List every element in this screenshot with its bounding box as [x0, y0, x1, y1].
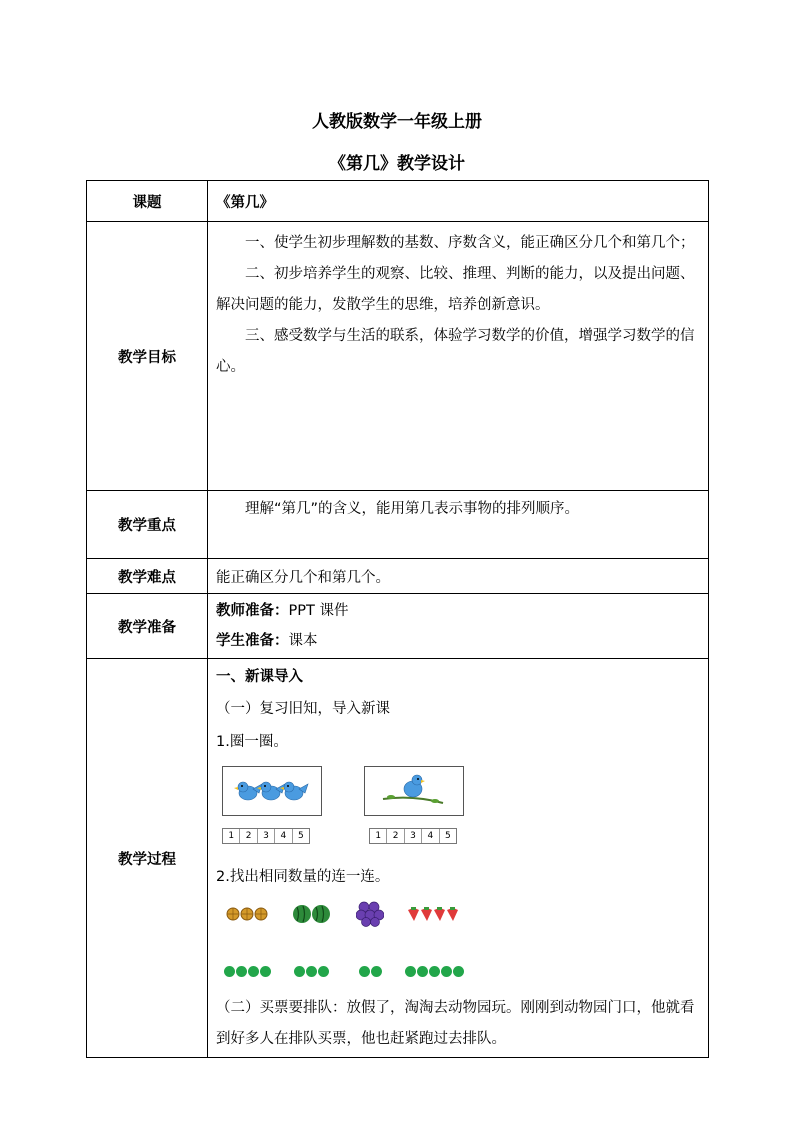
- lesson-plan-table: [86, 180, 709, 1058]
- goal-item: 二、初步培养学生的观察、比较、推理、判断的能力，以及提出问题、解决问题的能力，发散学生的思维，培养创新意识。: [216, 266, 695, 313]
- row-topic: [87, 181, 709, 222]
- dot-group: [359, 966, 382, 977]
- green-dot: [318, 966, 329, 977]
- number-cell: 3: [405, 829, 422, 843]
- document-title: 人教版数学一年级上册: [312, 112, 482, 132]
- green-dot: [371, 966, 382, 977]
- student-prep-label: 学生准备：: [216, 633, 289, 649]
- exercise-2: 2.找出相同数量的连一连。: [216, 869, 390, 885]
- number-cell: 3: [258, 829, 275, 843]
- difficulties-label: 教学难点: [87, 559, 208, 594]
- process-content: [208, 659, 709, 1058]
- number-cell: 2: [387, 829, 404, 843]
- strawberries-icon: [406, 905, 462, 923]
- green-dot: [294, 966, 305, 977]
- number-cell: 5: [297, 831, 304, 841]
- key-points-label: 教学重点: [87, 491, 208, 559]
- row-difficulties: [87, 559, 709, 594]
- difficulties-value: 能正确区分几个和第几个。: [208, 559, 709, 594]
- number-cell: 4: [275, 829, 292, 843]
- topic-label: 课题: [87, 181, 208, 222]
- preparation-content: [208, 594, 709, 659]
- green-dot: [429, 966, 440, 977]
- orange-slices-icon: [226, 905, 270, 923]
- green-dot: [236, 966, 247, 977]
- goal-item: 三、感受数学与生活的联系，体验学习数学的价值，增强学习数学的信心。: [216, 328, 695, 375]
- subsection-heading: （一）复习旧知，导入新课: [216, 701, 390, 717]
- row-key-points: [87, 491, 709, 559]
- preparation-label: 教学准备: [87, 594, 208, 659]
- number-cell: 4: [422, 829, 439, 843]
- subsection-2-text: （二）买票要排队：放假了，淘淘去动物园玩。刚刚到动物园门口，他就看到好多人在排队买票，他也赶紧跑过去排队。: [216, 1000, 695, 1047]
- exercise-1: 1.圈一圈。: [216, 734, 288, 750]
- green-dot: [306, 966, 317, 977]
- number-strip: [222, 828, 310, 844]
- birds-picture-box: [222, 766, 322, 816]
- key-points-content: [208, 491, 709, 559]
- section-heading: 一、新课导入: [216, 669, 303, 685]
- row-goals: [87, 222, 709, 491]
- goals-content: [208, 222, 709, 491]
- green-dot: [453, 966, 464, 977]
- key-points-value: 理解“第几”的含义，能用第几表示事物的排列顺序。: [245, 501, 580, 517]
- dot-group: [405, 966, 464, 977]
- teacher-prep-value: PPT 课件: [288, 603, 349, 619]
- bird-picture-box: [364, 766, 464, 816]
- grapes-icon: [356, 899, 384, 927]
- number-cell: 1: [223, 829, 240, 843]
- green-dot: [405, 966, 416, 977]
- three-birds-icon: [223, 767, 321, 815]
- goal-item: 一、使学生初步理解数的基数、序数含义，能正确区分几个和第几个；: [245, 235, 695, 251]
- watermelons-icon: [292, 903, 332, 925]
- green-dot: [441, 966, 452, 977]
- green-dot: [260, 966, 271, 977]
- topic-value: 《第几》: [208, 181, 709, 222]
- teacher-prep-label: 教师准备：: [216, 603, 289, 619]
- dot-group: [224, 966, 271, 977]
- number-cell: 1: [370, 829, 387, 843]
- green-dot: [248, 966, 259, 977]
- goals-label: 教学目标: [87, 222, 208, 491]
- green-dot: [359, 966, 370, 977]
- student-prep-value: 课本: [288, 633, 318, 649]
- green-dot: [224, 966, 235, 977]
- green-dot: [417, 966, 428, 977]
- dot-group: [294, 966, 329, 977]
- number-cell: 2: [240, 829, 257, 843]
- document-subtitle: 《第几》教学设计: [329, 154, 465, 174]
- row-preparation: [87, 594, 709, 659]
- bird-on-branch-icon: [365, 767, 463, 815]
- process-label: 教学过程: [87, 659, 208, 1058]
- number-cell: 5: [444, 831, 451, 841]
- number-strip: [369, 828, 457, 844]
- row-process: [87, 659, 709, 1058]
